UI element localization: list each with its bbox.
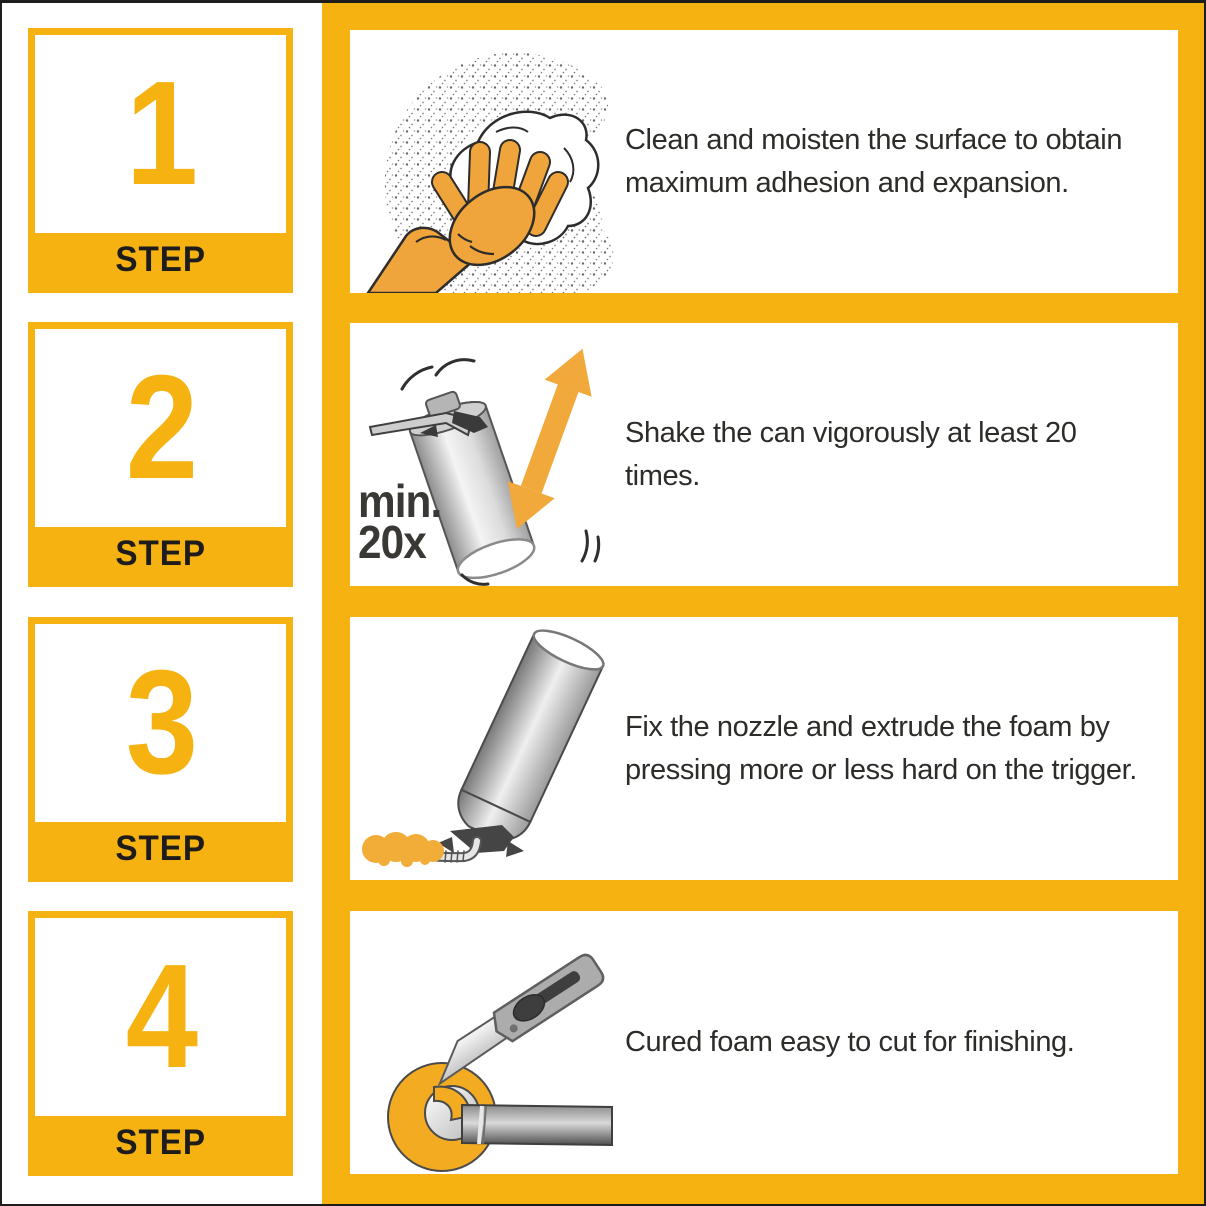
step-3-box [28, 617, 293, 882]
step-1-label: STEP [115, 240, 206, 279]
instruction-text-3: Fix the nozzle and extrude the foam by pressing more or less hard on the trigger. [625, 711, 1137, 786]
instruction-panel-3 [350, 617, 1178, 880]
step-2-band [34, 527, 287, 581]
count-label: 20x [358, 516, 426, 568]
step-3-label: STEP [115, 829, 206, 868]
min-label: min. [358, 475, 442, 527]
step-1-number: 1 [126, 51, 195, 216]
step-2-number: 2 [126, 345, 195, 510]
step-4-number: 4 [126, 934, 195, 1099]
instructions-column [322, 0, 1206, 1206]
step-2-box [28, 322, 293, 587]
step-3-number: 3 [126, 640, 195, 805]
instruction-panel-1 [350, 30, 1178, 293]
min-20x-annotation [358, 475, 442, 568]
utility-knife-cut-foam-icon [350, 911, 620, 1174]
step-4-band [34, 1116, 287, 1170]
step-2-label: STEP [115, 534, 206, 573]
step-4-box [28, 911, 293, 1176]
step-4-label: STEP [115, 1123, 206, 1162]
foam-bead [362, 832, 444, 867]
pipe [462, 1105, 612, 1145]
instruction-panel-2 [350, 323, 1178, 586]
hand-wiping-surface-icon [350, 30, 620, 293]
instruction-text-1: Clean and moisten the surface to obtain maximum adhesion and expansion. [625, 124, 1123, 199]
step-1-band [34, 233, 287, 287]
instruction-panel-4 [350, 911, 1178, 1174]
utility-knife [424, 952, 607, 1087]
step-1-box [28, 28, 293, 293]
steps-column [0, 0, 322, 1206]
foam-can-inverted [445, 623, 609, 858]
extrude-foam-can-icon [350, 617, 620, 880]
instruction-text-2: Shake the can vigorously at least 20 times. [625, 417, 1077, 492]
instruction-text-4: Cured foam easy to cut for finishing. [625, 1026, 1075, 1059]
step-3-band [34, 822, 287, 876]
